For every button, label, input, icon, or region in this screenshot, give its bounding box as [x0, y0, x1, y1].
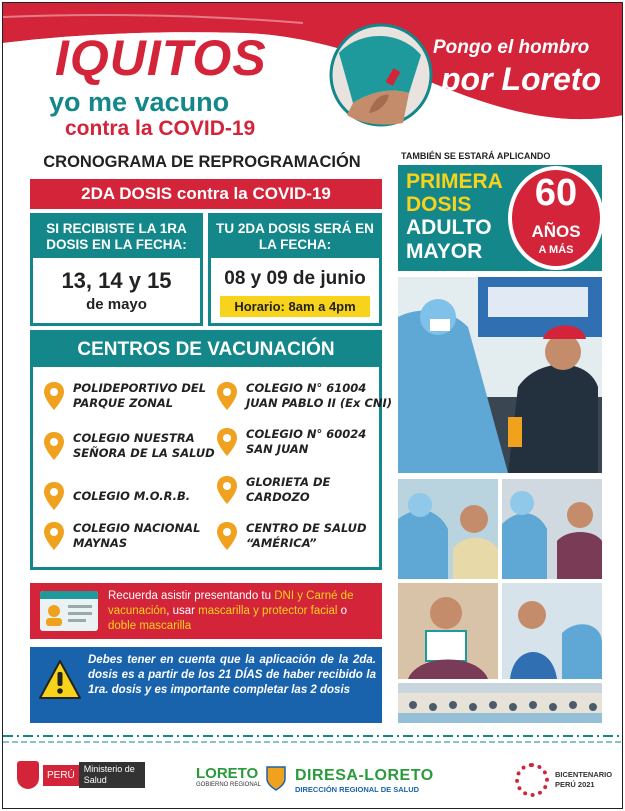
also-applying-label: TAMBIÉN SE ESTARÁ APLICANDO: [401, 151, 551, 161]
bicentenario-year: PERÚ 2021: [555, 780, 595, 789]
second-dose-date: 08 y 09 de junio: [224, 268, 366, 289]
photo-vaccination-2: [398, 479, 498, 579]
location-pin-icon: [43, 521, 65, 551]
second-dose-header: TU 2DA DOSIS SERÁ EN LA FECHA:: [211, 216, 379, 258]
footer-stripe: [3, 733, 623, 747]
second-dose-date-box: [208, 213, 382, 326]
centers-heading: CENTROS DE VACUNACIÓN: [33, 333, 379, 367]
warning-box: [30, 647, 382, 723]
warning-text: Debes tener en cuenta que la aplicación de la 2da. dosis es a partir de los 21 DÍAS de haber recibido la 1ra. dosis y es importante completar las 2 dosis: [88, 654, 376, 696]
first-dose-header: SI RECIBISTE LA 1RA DOSIS EN LA FECHA:: [33, 216, 200, 258]
bicentenario-label: BICENTENARIO: [555, 770, 613, 779]
reminder-text: Recuerda asistir presentando tu DNI y Carné de vacunación, usar mascarilla y protector facial o doble mascarilla: [108, 590, 354, 632]
loreto-emblem-icon: [265, 765, 287, 791]
center-item: [43, 431, 215, 461]
center-line2: PARQUE ZONAL: [73, 396, 174, 410]
photo-vaccination-main: [398, 277, 602, 473]
location-pin-icon: [216, 427, 238, 457]
first-dose-date: 13, 14 y 15: [61, 268, 172, 293]
arm-vaccine-illustration: [329, 23, 433, 127]
photo-vaccination-3: [502, 479, 602, 579]
center-line1: COLEGIO NACIONAL: [73, 521, 201, 535]
warning-icon: [38, 659, 82, 701]
center-item: [43, 521, 200, 551]
center-line1: COLEGIO M.O.R.B.: [73, 488, 191, 503]
center-line1: COLEGIO N° 60024: [246, 427, 367, 441]
schedule-heading: CRONOGRAMA DE REPROGRAMACIÓN: [43, 153, 361, 171]
location-pin-icon: [216, 475, 238, 505]
loreto-label: LORETO: [196, 765, 259, 782]
center-line2: CARDOZO: [246, 490, 310, 504]
center-line1: POLIDEPORTIVO DEL: [73, 381, 207, 395]
second-dose-banner: 2DA DOSIS contra la COVID-19: [30, 179, 382, 209]
title-yo-me-vacuno: yo me vacuno: [49, 87, 230, 117]
center-item: [216, 521, 367, 551]
ministerio-label: Ministerio de Salud: [79, 762, 145, 788]
center-line2: “AMÉRICA”: [246, 536, 317, 550]
dose-label: DOSIS: [406, 193, 472, 216]
gobierno-label: GOBIERNO REGIONAL: [196, 782, 262, 788]
loreto-logo: [196, 765, 261, 788]
center-line2: SAN JUAN: [246, 442, 309, 456]
photo-vaccination-crowd: [398, 683, 602, 723]
location-pin-icon: [43, 381, 65, 411]
minsa-logo: [17, 761, 145, 789]
age-unit: AÑOS: [531, 222, 581, 241]
title-contra-covid: contra la COVID-19: [65, 117, 256, 140]
reminder-box: [30, 583, 382, 639]
photo-vaccination-4: [398, 583, 498, 679]
center-line2: MAYNAS: [73, 536, 128, 550]
peru-label: PERÚ: [43, 765, 79, 786]
diresa-logo: [295, 767, 434, 794]
center-line1: GLORIETA DE: [246, 475, 331, 489]
center-item: [216, 427, 366, 457]
older-label: MAYOR: [406, 240, 483, 263]
location-pin-icon: [216, 521, 238, 551]
title-iquitos: IQUITOS: [55, 30, 267, 86]
location-pin-icon: [43, 481, 65, 511]
slogan-por-loreto: por Loreto: [441, 61, 601, 97]
center-line2: JUAN PABLO II (Ex CNI): [246, 396, 393, 410]
center-line1: COLEGIO N° 61004: [246, 381, 367, 395]
location-pin-icon: [216, 381, 238, 411]
location-pin-icon: [43, 431, 65, 461]
age-badge: [508, 166, 604, 270]
center-line1: CENTRO DE SALUD: [246, 521, 367, 535]
slogan-pongo-el-hombro: Pongo el hombro: [433, 37, 590, 58]
peru-shield-icon: [17, 761, 39, 789]
bicentenario-emblem-icon: [515, 763, 549, 797]
center-line2: SEÑORA DE LA SALUD: [73, 446, 215, 460]
diresa-label: DIRESA-LORETO: [295, 767, 434, 784]
adult-label: ADULTO: [406, 216, 492, 239]
center-item: [216, 381, 392, 411]
bicentenario-logo: [515, 763, 612, 797]
direccion-label: DIRECCIÓN REGIONAL DE SALUD: [295, 785, 420, 794]
schedule-hours: Horario: 8am a 4pm: [220, 296, 370, 317]
center-line1: COLEGIO NUESTRA: [73, 431, 195, 445]
photo-vaccination-5: [502, 583, 602, 679]
center-item: [43, 481, 190, 511]
first-dose-date-box: [30, 213, 203, 326]
first-dose-month: de mayo: [86, 296, 147, 313]
poster: [2, 2, 623, 809]
age-more: A MÁS: [538, 244, 574, 256]
age-number: 60: [534, 172, 578, 214]
center-item: [216, 475, 330, 505]
id-card-icon: [40, 591, 98, 631]
first-label: PRIMERA: [406, 170, 503, 193]
center-item: [43, 381, 206, 411]
